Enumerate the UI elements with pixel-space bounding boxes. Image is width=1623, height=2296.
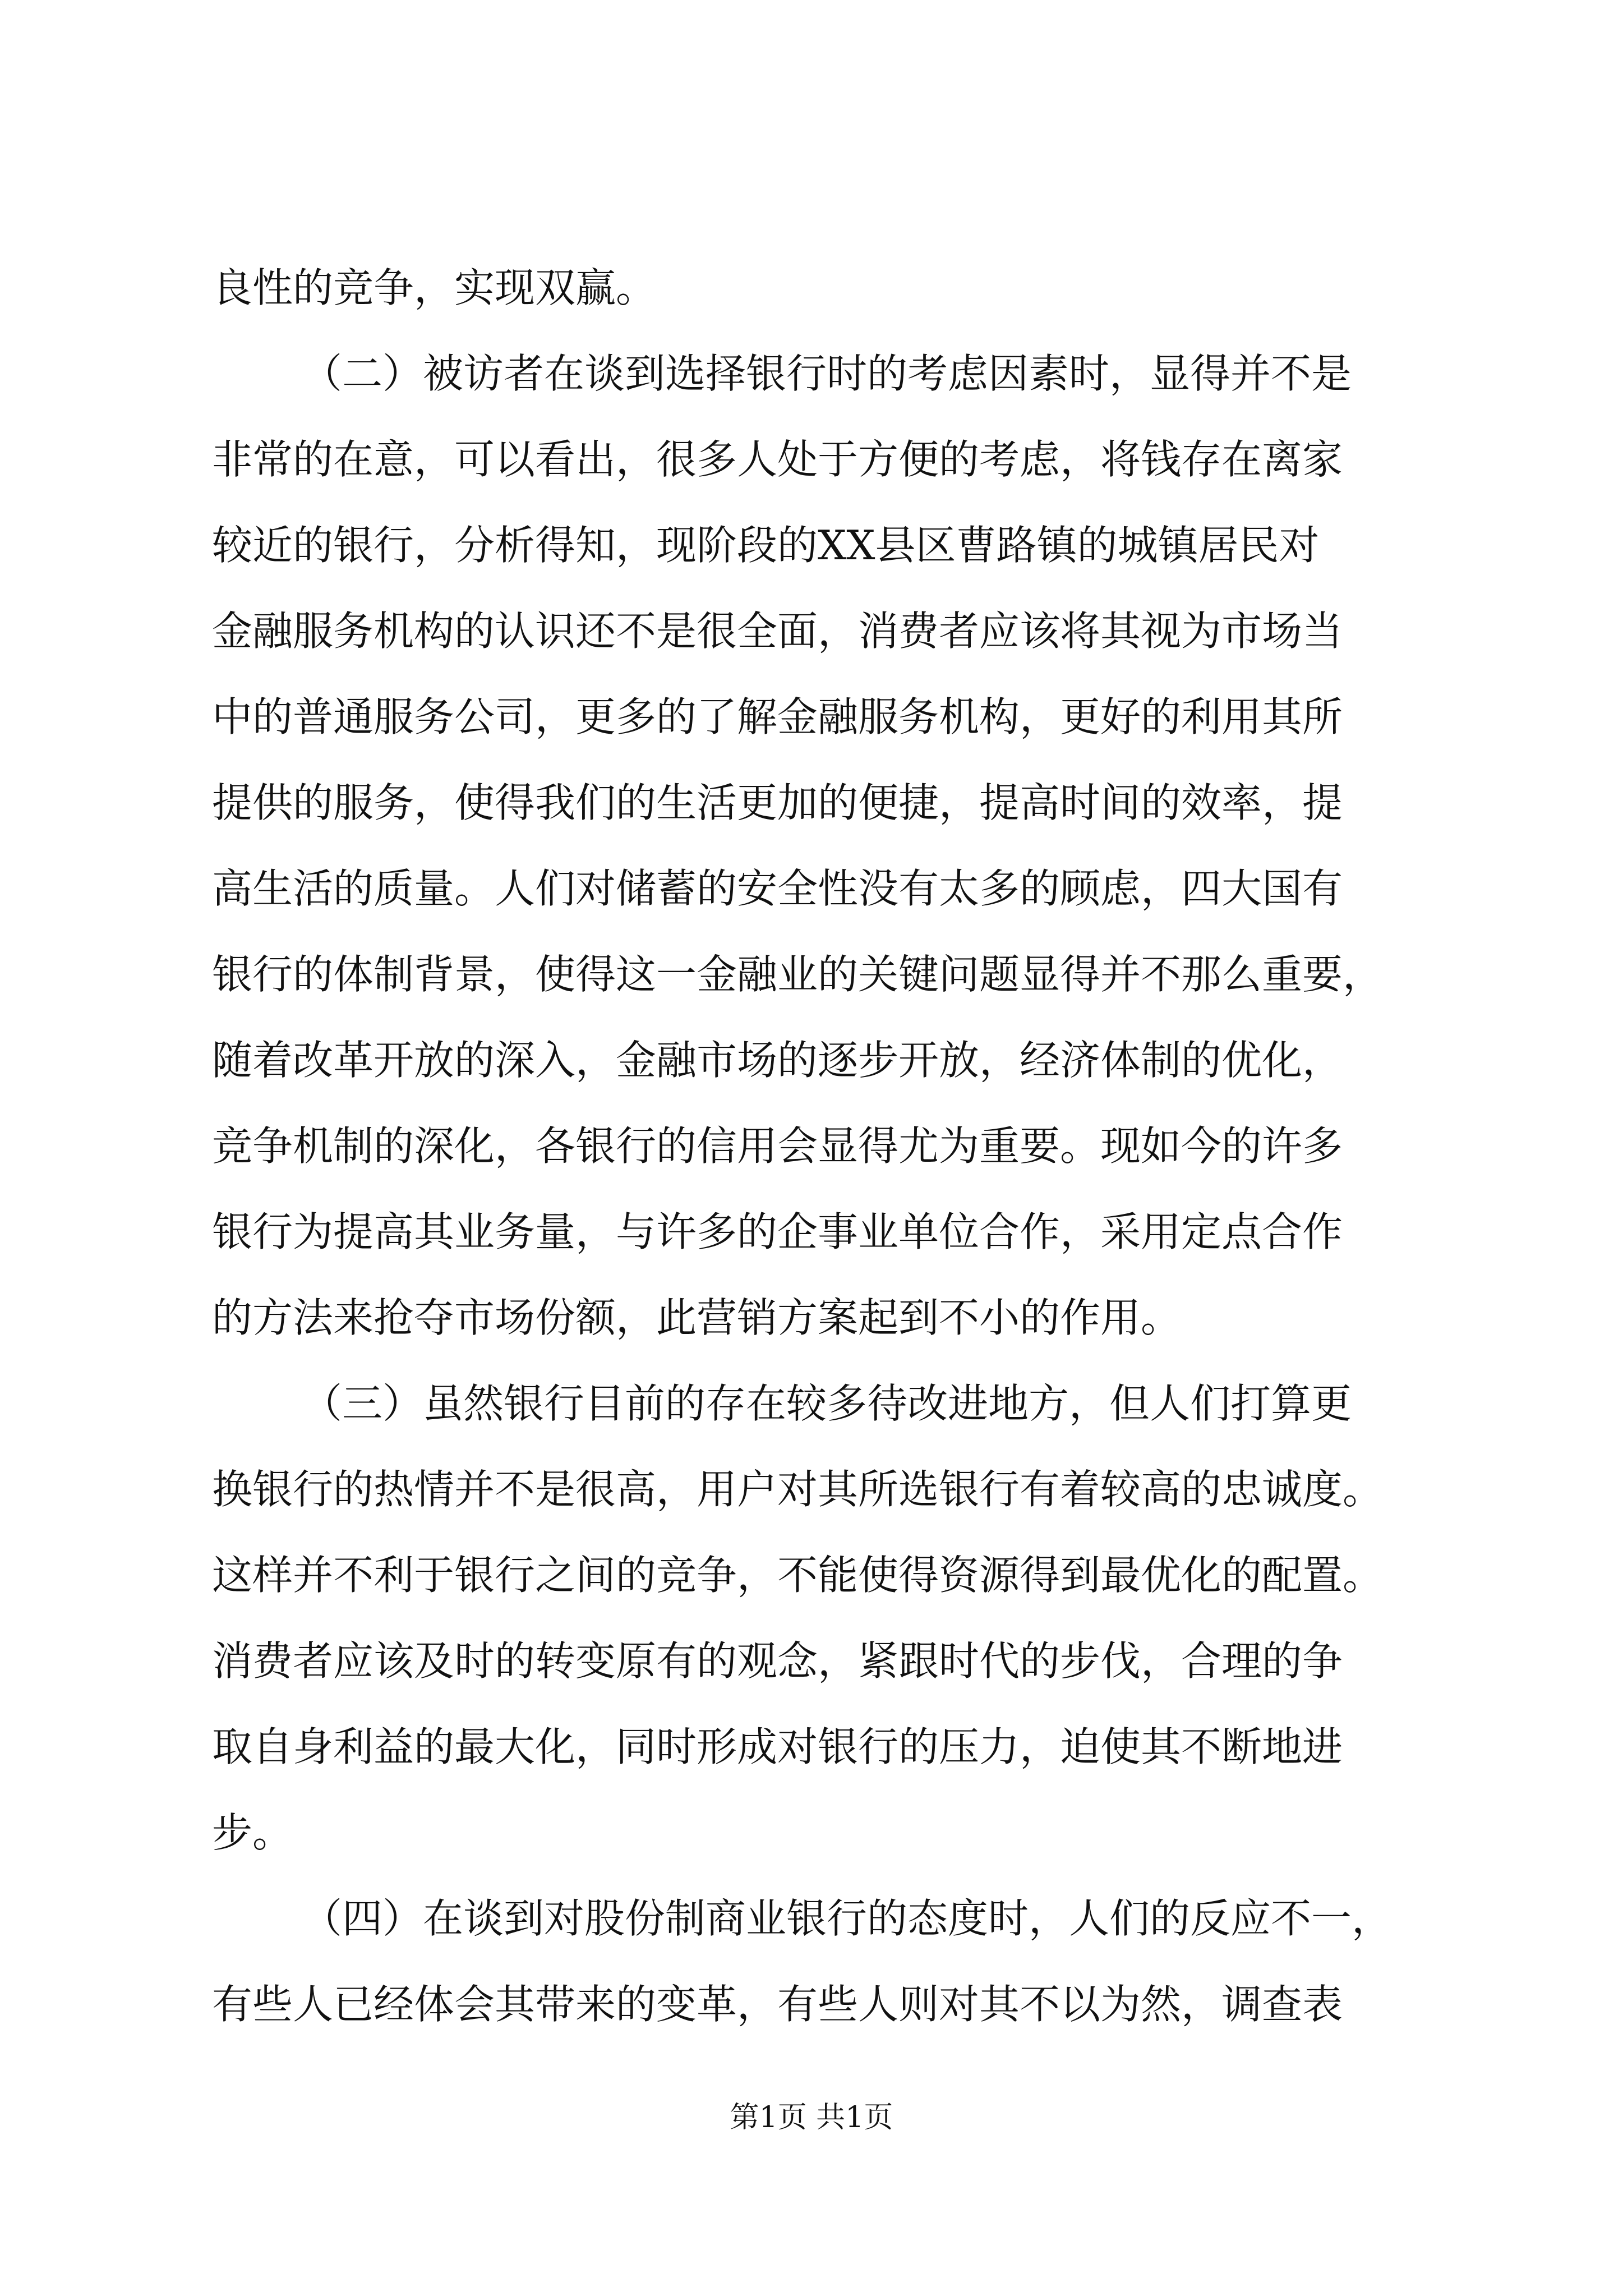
body-text-line: 随着改革开放的深入，金融市场的逐步开放，经济体制的优化， — [212, 1037, 1343, 1084]
body-text-line: 中的普通服务公司，更多的了解金融服务机构，更好的利用其所 — [212, 693, 1343, 740]
body-text-line: 有些人已经体会其带来的变革，有些人则对其不以为然，调查表 — [212, 1981, 1343, 2028]
body-text-line: 高生活的质量。人们对储蓄的安全性没有太多的顾虑，四大国有 — [212, 865, 1343, 912]
body-text-line: 消费者应该及时的转变原有的观念，紧跟时代的步伐，合理的争 — [212, 1637, 1343, 1685]
body-text-line: 换银行的热情并不是很高，用户对其所选银行有着较高的忠诚度。 — [212, 1466, 1384, 1513]
body-text-line: 取自身利益的最大化，同时形成对银行的压力，迫使其不断地进 — [212, 1723, 1343, 1770]
paragraph-start-line: （三）虽然银行目前的存在较多待改进地方，但人们打算更 — [302, 1380, 1352, 1427]
page-footer: 第1页 共1页 — [730, 2101, 893, 2134]
body-text-line: 步。 — [212, 1809, 293, 1856]
body-text-line: 这样并不利于银行之间的竞争，不能使得资源得到最优化的配置。 — [212, 1552, 1384, 1599]
body-text-line: 银行为提高其业务量，与许多的企事业单位合作，采用定点合作 — [212, 1208, 1343, 1255]
body-text-line: 提供的服务，使得我们的生活更加的便捷，提高时间的效率，提 — [212, 779, 1343, 826]
body-text-line: 金融服务机构的认识还不是很全面，消费者应该将其视为市场当 — [212, 608, 1343, 655]
paragraph-start-line: （二）被访者在谈到选择银行时的考虑因素时，显得并不是 — [302, 350, 1352, 397]
body-text-line: 的方法来抢夺市场份额，此营销方案起到不小的作用。 — [212, 1294, 1182, 1341]
paragraph-start-line: （四）在谈到对股份制商业银行的态度时，人们的反应不一， — [302, 1895, 1393, 1942]
body-text-line: 非常的在意，可以看出，很多人处于方便的考虑，将钱存在离家 — [212, 436, 1343, 483]
body-text-line: 良性的竞争，实现双赢。 — [212, 264, 657, 311]
body-text-line: 竞争机制的深化，各银行的信用会显得尤为重要。现如今的许多 — [212, 1122, 1343, 1170]
body-text-line: 较近的银行，分析得知，现阶段的XX县区曹路镇的城镇居民对 — [212, 522, 1320, 569]
body-text-line: 银行的体制背景，使得这一金融业的关键问题显得并不那么重要， — [212, 951, 1384, 998]
